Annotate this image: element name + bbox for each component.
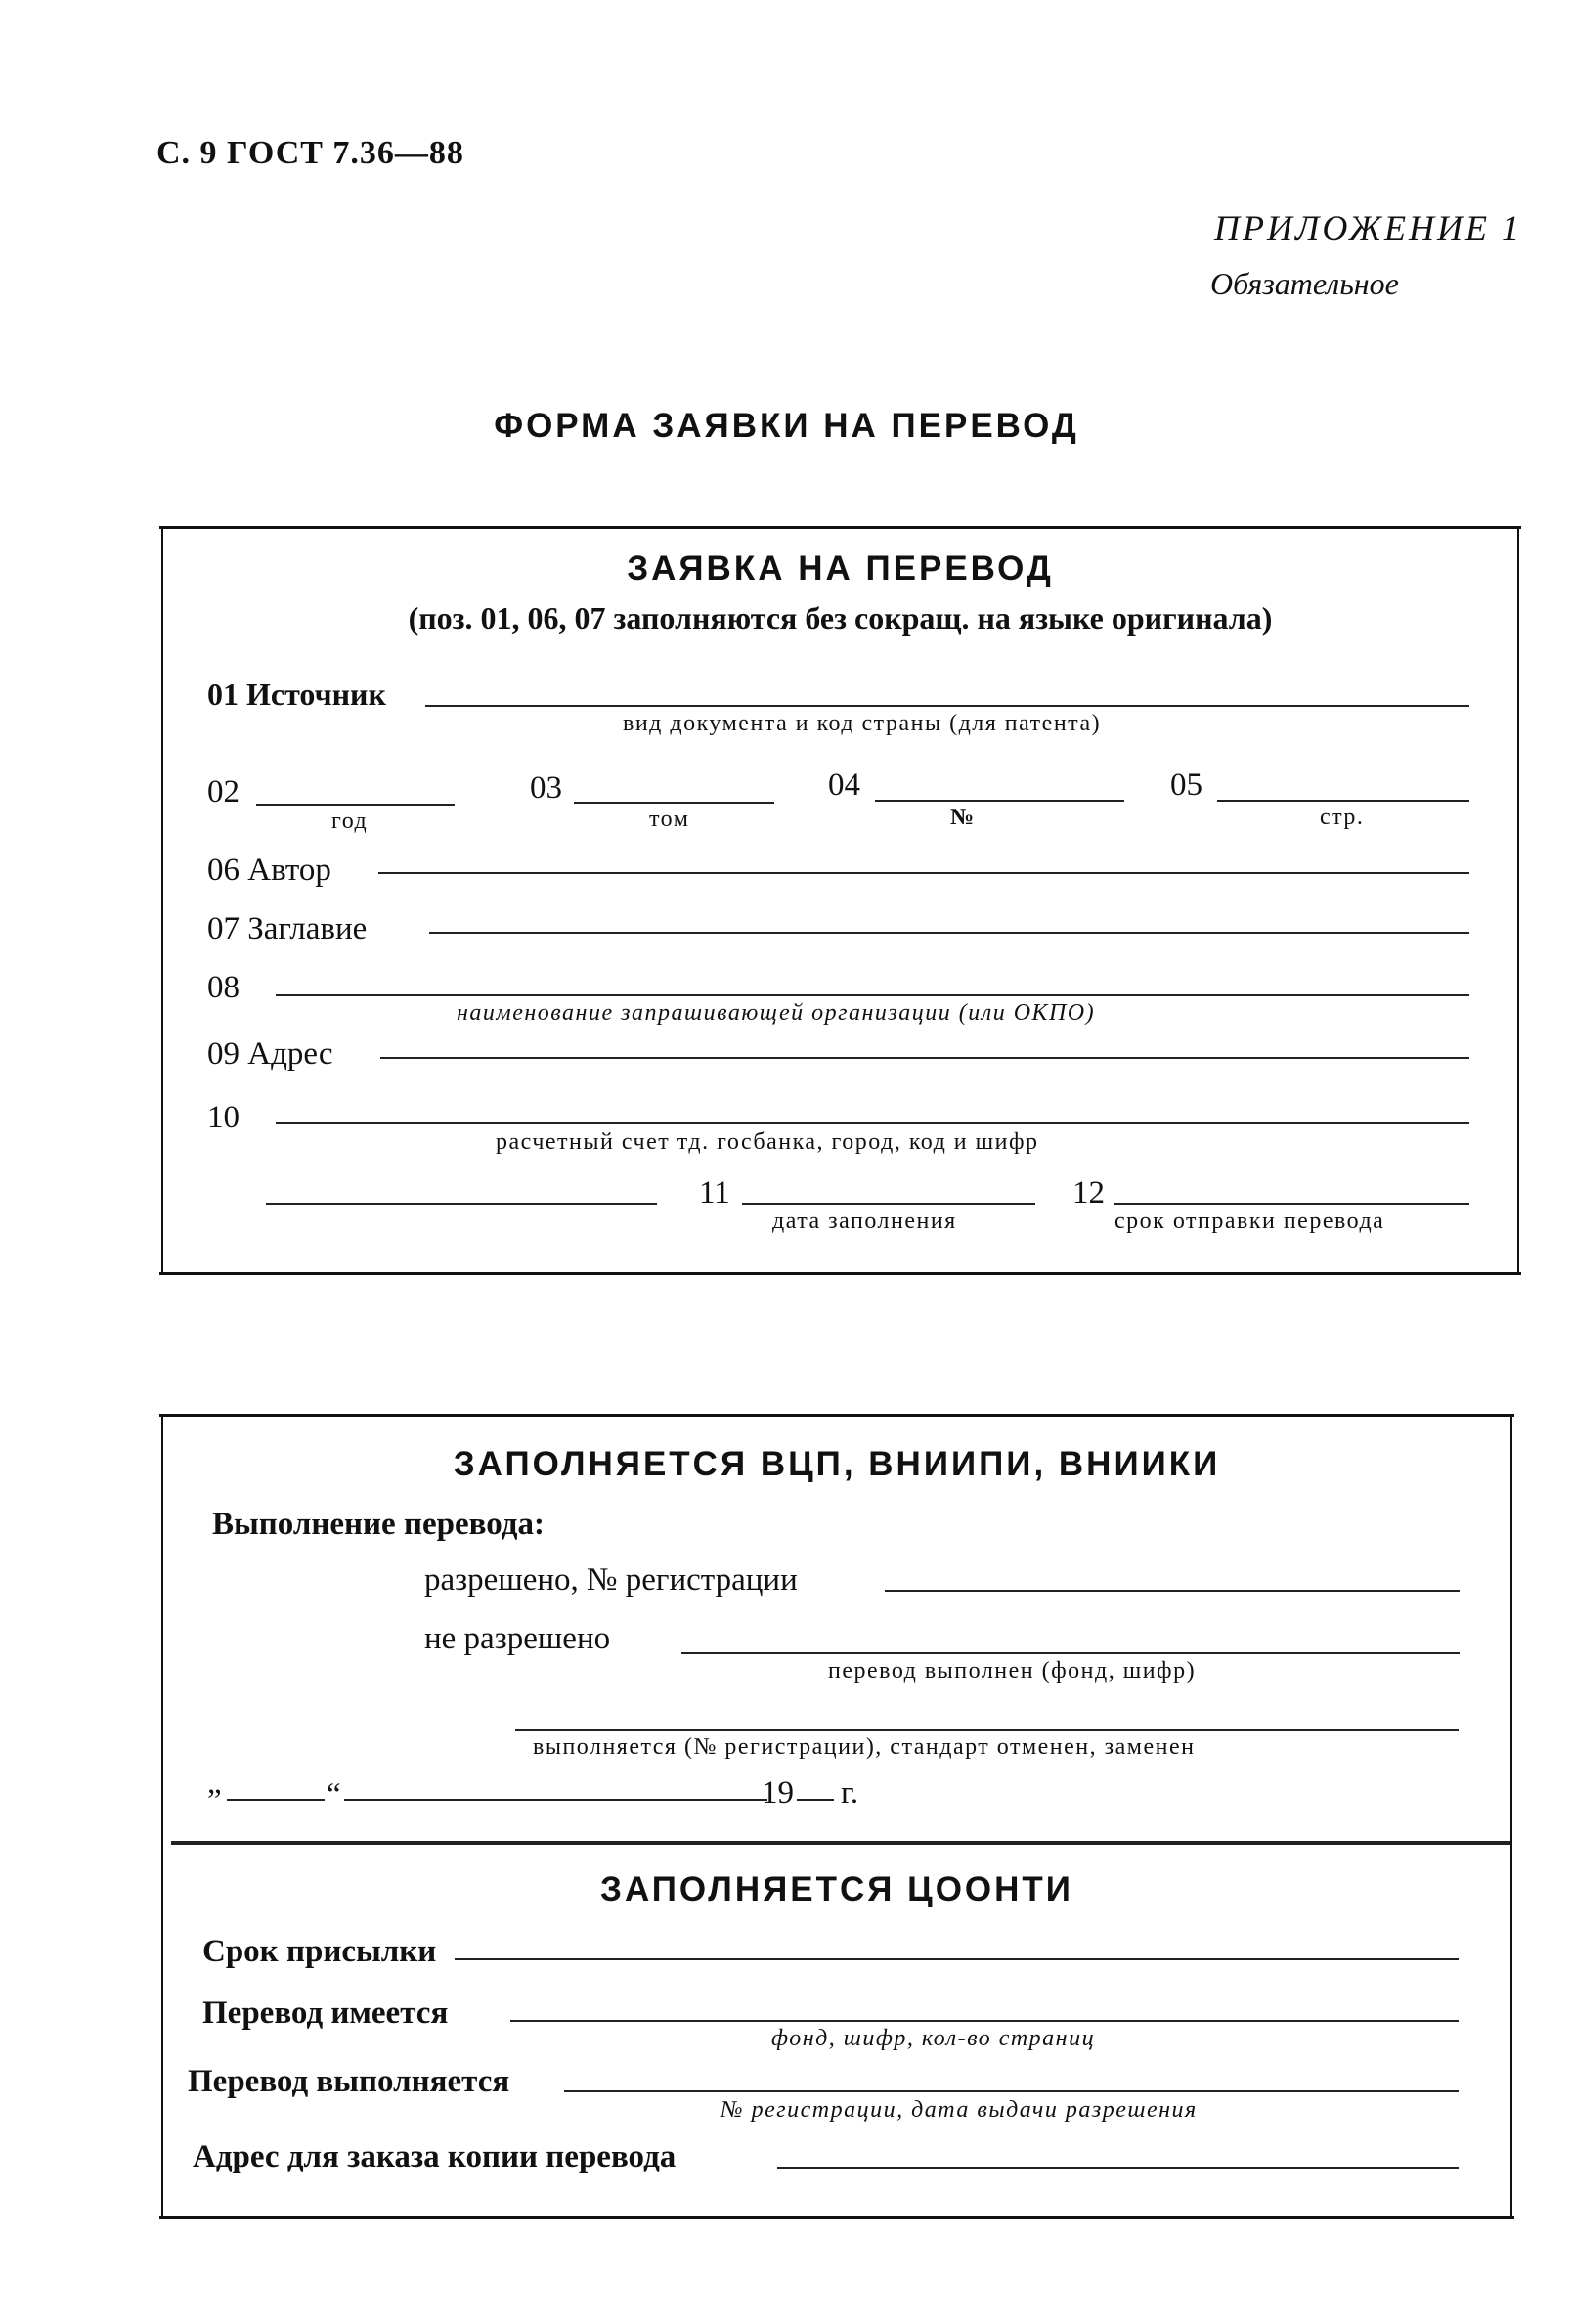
coonti-request-label: Срок присылки [202, 1934, 437, 1969]
field-04-input[interactable] [875, 800, 1124, 802]
field-01-label: 01 Источник [207, 677, 386, 712]
vcp-date-quote-open: „ [207, 1766, 222, 1801]
vcp-allowed-input[interactable] [885, 1590, 1460, 1592]
field-08-label: 08 [207, 970, 240, 1005]
coonti-in-progress-caption: № регистрации, дата выдачи разрешения [721, 2097, 1198, 2123]
field-05-input[interactable] [1217, 800, 1469, 802]
field-03-label: 03 [530, 770, 562, 806]
vcp-in-progress-input[interactable] [515, 1729, 1459, 1731]
vcp-date-suffix: г. [841, 1776, 859, 1811]
coonti-request-input[interactable] [455, 1958, 1459, 1960]
vcp-not-allowed-input[interactable] [681, 1652, 1460, 1654]
page-header: С. 9 ГОСТ 7.36—88 [156, 135, 464, 171]
field-05-caption: стр. [1320, 805, 1365, 830]
coonti-copy-address-label: Адрес для заказа копии перевода [193, 2139, 677, 2174]
field-10-continuation-input[interactable] [266, 1203, 657, 1205]
coonti-available-label: Перевод имеется [202, 1995, 449, 2031]
field-03-input[interactable] [574, 802, 774, 804]
vcp-date-year-input[interactable] [797, 1799, 834, 1801]
field-01-caption: вид документа и код страны (для патента) [623, 711, 1102, 736]
vcp-section-title: ЗАПОЛНЯЕТСЯ ВЦП, ВНИИПИ, ВНИИКИ [453, 1445, 1221, 1483]
field-09-label: 09 Адрес [207, 1036, 333, 1072]
appendix-note: Обязательное [1210, 266, 1399, 301]
field-10-caption: расчетный счет тд. госбанка, город, код и шифр [496, 1129, 1039, 1155]
field-02-input[interactable] [256, 804, 455, 806]
vcp-done-caption: перевод выполнен (фонд, шифр) [828, 1658, 1197, 1684]
form-subtitle: (поз. 01, 06, 07 заполняются без сокращ. на языке оригинала) [408, 600, 1273, 636]
page-title: ФОРМА ЗАЯВКИ НА ПЕРЕВОД [494, 407, 1079, 445]
vcp-date-quote-close: “ [327, 1777, 341, 1813]
field-06-label: 06 Автор [207, 853, 331, 888]
field-06-input[interactable] [378, 872, 1469, 874]
field-07-input[interactable] [429, 932, 1469, 934]
vcp-allowed-label: разрешено, № регистрации [424, 1562, 798, 1598]
vcp-execution-label: Выполнение перевода: [212, 1507, 545, 1542]
coonti-available-input[interactable] [510, 2020, 1459, 2022]
request-form [161, 528, 1519, 1273]
vcp-in-progress-caption: выполняется (№ регистрации), стандарт отменен, заменен [533, 1734, 1196, 1760]
processing-top-rule [159, 1414, 1514, 1417]
coonti-section-title: ЗАПОЛНЯЕТСЯ ЦООНТИ [600, 1870, 1073, 1908]
processing-bottom-rule [159, 2216, 1514, 2219]
field-11-caption: дата заполнения [772, 1208, 957, 1234]
field-03-caption: том [649, 807, 690, 832]
field-02-caption: год [331, 809, 369, 834]
field-10-input[interactable] [276, 1122, 1469, 1124]
field-04-label: 04 [828, 767, 860, 803]
field-05-label: 05 [1170, 767, 1202, 803]
processing-form [161, 1416, 1512, 2217]
form-top-rule [159, 526, 1521, 529]
coonti-in-progress-label: Перевод выполняется [188, 2064, 510, 2099]
vcp-date-month-input[interactable] [344, 1799, 767, 1801]
coonti-in-progress-input[interactable] [564, 2090, 1459, 2092]
section-divider [171, 1841, 1510, 1845]
field-02-label: 02 [207, 774, 240, 810]
field-08-input[interactable] [276, 994, 1469, 996]
vcp-not-allowed-label: не разрешено [424, 1621, 611, 1656]
field-07-label: 07 Заглавие [207, 911, 368, 946]
appendix-label: ПРИЛОЖЕНИЕ 1 [1214, 208, 1522, 247]
vcp-date-year: 19 [762, 1776, 794, 1811]
field-12-label: 12 [1072, 1175, 1105, 1210]
field-10-label: 10 [207, 1100, 240, 1135]
field-08-caption: наименование запрашивающей организации (или ОКПО) [457, 1000, 1096, 1026]
field-11-input[interactable] [742, 1203, 1035, 1205]
field-01-input[interactable] [425, 705, 1469, 707]
coonti-available-caption: фонд, шифр, кол-во страниц [771, 2026, 1096, 2051]
form-title: ЗАЯВКА НА ПЕРЕВОД [627, 549, 1054, 588]
field-04-caption: № [950, 805, 976, 830]
coonti-copy-address-input[interactable] [777, 2167, 1459, 2169]
field-12-input[interactable] [1114, 1203, 1469, 1205]
form-bottom-rule [159, 1272, 1521, 1275]
field-12-caption: срок отправки перевода [1114, 1208, 1385, 1234]
vcp-date-day-input[interactable] [227, 1799, 325, 1801]
field-11-label: 11 [699, 1175, 730, 1210]
field-09-input[interactable] [380, 1057, 1469, 1059]
